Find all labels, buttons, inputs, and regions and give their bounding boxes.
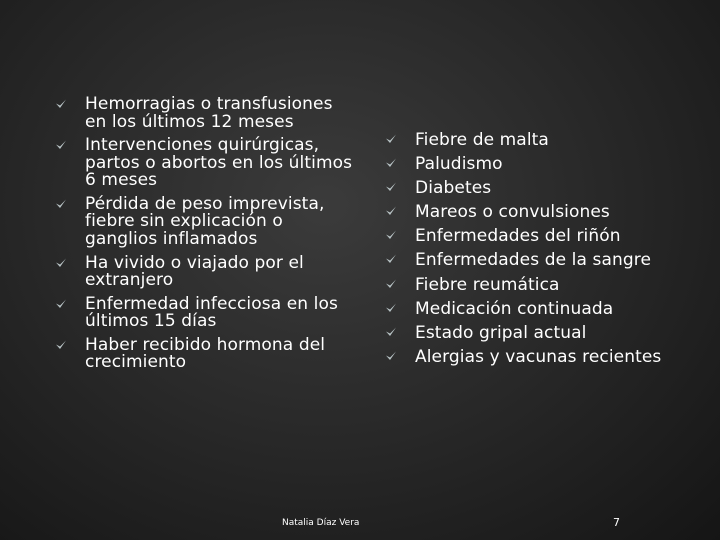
list-item-label: Estado gripal actual [415,322,587,343]
list-item-label: Mareos o convulsiones [415,202,610,223]
list-item-label: Enfermedad infecciosa en los últimos 15 días [85,293,338,332]
list-item [55,252,355,291]
list-item [385,203,715,221]
list-item-label: Medicación continuada [415,298,614,319]
list-item [385,348,715,366]
list-item [385,300,715,318]
list-item-label: Pérdida de peso imprevista, fiebre sin explicación o ganglios inflamados [85,193,325,249]
list-item [385,276,715,294]
list-item [385,131,715,149]
checkmark-icon [385,133,397,145]
list-item-label: Hemorragias o transfusiones en los últimos 12 meses [85,94,333,132]
checkmark-icon [385,278,397,290]
checkmark-icon [55,198,67,210]
list-item-label: Enfermedades del riñón [415,226,621,247]
checkmark-icon [55,298,67,310]
left-bullet-list [55,96,355,378]
list-item-label: Fiebre reumática [415,274,560,295]
checkmark-icon [385,302,397,314]
list-item [385,179,715,197]
list-item-label: Alergias y vacunas recientes [415,346,662,367]
list-item [385,324,715,342]
checkmark-icon [385,253,397,265]
list-item-label: Fiebre de malta [415,130,549,150]
checkmark-icon [385,326,397,338]
list-item-label: Enfermedades de la sangre [415,250,652,271]
list-item [55,334,355,373]
checkmark-icon [385,229,397,241]
checkmark-icon [385,205,397,217]
list-item [55,96,355,131]
right-bullet-list [385,131,715,372]
list-item [55,193,355,249]
list-item [55,137,355,190]
checkmark-icon [385,350,397,362]
list-item-label: Ha vivido o viajado por el extranjero [85,252,304,291]
list-item-label: Paludismo [415,154,503,175]
list-item [385,251,715,269]
checkmark-icon [55,98,67,110]
checkmark-icon [55,339,67,351]
checkmark-icon [55,257,67,269]
checkmark-icon [385,181,397,193]
list-item-label: Intervenciones quirúrgicas, partos o abortos en los últimos 6 meses [85,135,353,191]
footer-author: Natalia Díaz Vera [282,518,360,528]
list-item [385,227,715,245]
checkmark-icon [385,157,397,169]
list-item-label: Haber recibido hormona del crecimiento [85,334,326,373]
list-item [55,293,355,332]
list-item-label: Diabetes [415,178,492,199]
list-item [385,155,715,173]
page-number: 7 [613,516,620,529]
checkmark-icon [55,139,67,151]
